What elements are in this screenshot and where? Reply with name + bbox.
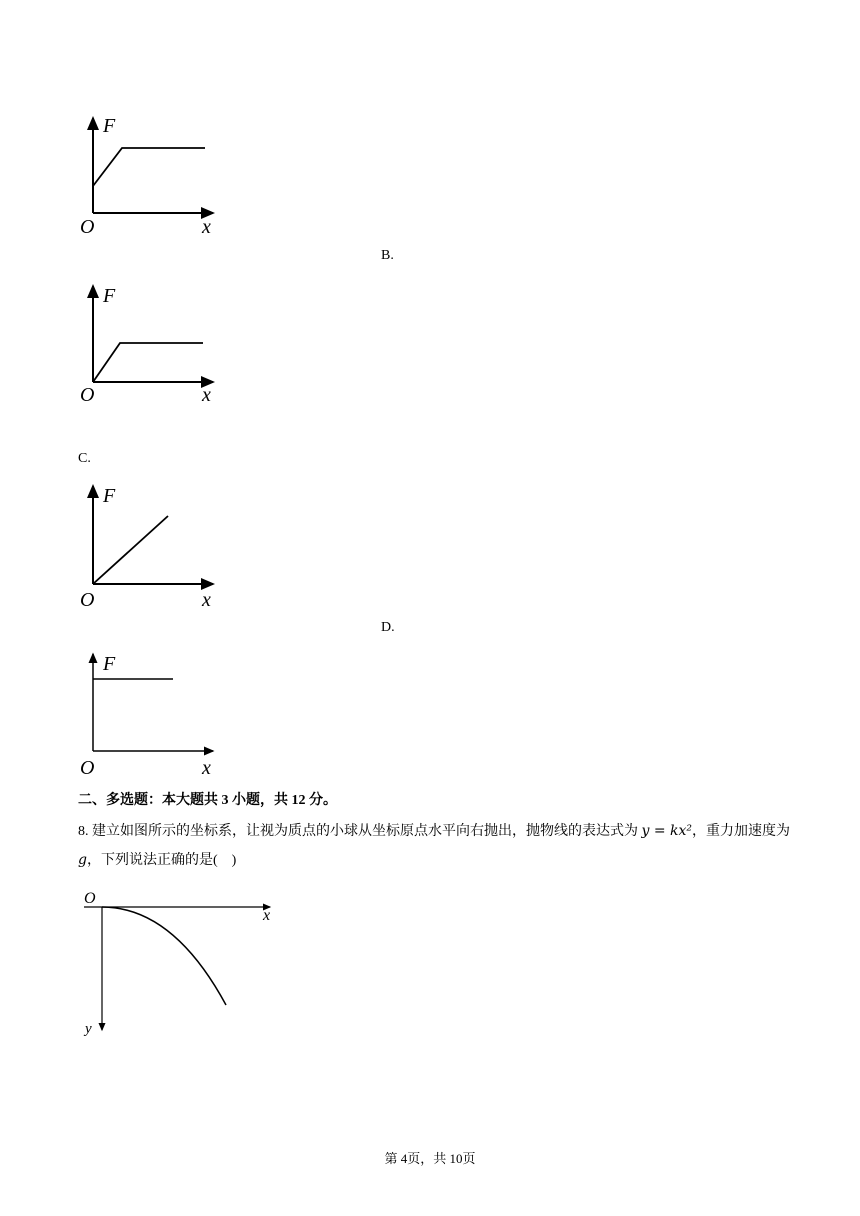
force-axis-label: F — [103, 285, 116, 307]
option-c-label: C. — [78, 451, 91, 466]
origin-label: O — [80, 757, 95, 779]
x-axis-label: x — [263, 907, 271, 924]
force-axis-label: F — [103, 653, 116, 675]
option-b-graph — [78, 280, 228, 406]
option-a-graph — [78, 110, 228, 238]
gravity-symbol: g — [78, 852, 87, 868]
question-8-text-part3: ，下列说法正确的是( ) — [86, 853, 237, 868]
option-d-label: D. — [381, 620, 395, 635]
origin-label: O — [80, 589, 95, 611]
position-axis-label: x — [202, 216, 211, 238]
y-axis-label: y — [85, 1021, 92, 1037]
origin-label: O — [84, 890, 96, 907]
question-8-formula: y = kx² — [641, 823, 693, 839]
origin-label: O — [80, 216, 95, 238]
section-heading: 二、多选题：本大题共 3 小题，共 12 分。 — [78, 793, 337, 808]
graph-line — [93, 343, 203, 382]
option-d-graph — [78, 650, 228, 778]
option-b-label: B. — [381, 248, 394, 263]
question-8-text — [78, 817, 798, 875]
question-8-text-part1: 8. 建立如图所示的坐标系，让视为质点的小球从坐标原点水平向右抛出，抛物线的表达式为 — [78, 824, 642, 839]
option-c-graph — [78, 482, 228, 610]
question-8-figure — [78, 885, 288, 1040]
position-axis-label: x — [202, 589, 211, 611]
position-axis-label: x — [202, 384, 211, 406]
force-axis-label: F — [103, 485, 116, 507]
force-axis-label: F — [103, 115, 116, 137]
graph-line — [93, 148, 205, 186]
page-footer: 第 4页，共 10页 — [384, 1151, 476, 1166]
question-8-text-part2: ，重力加速度为 — [692, 824, 791, 839]
origin-label: O — [80, 384, 95, 406]
parabola-curve — [102, 907, 226, 1005]
graph-line — [93, 516, 168, 584]
position-axis-label: x — [202, 757, 211, 779]
